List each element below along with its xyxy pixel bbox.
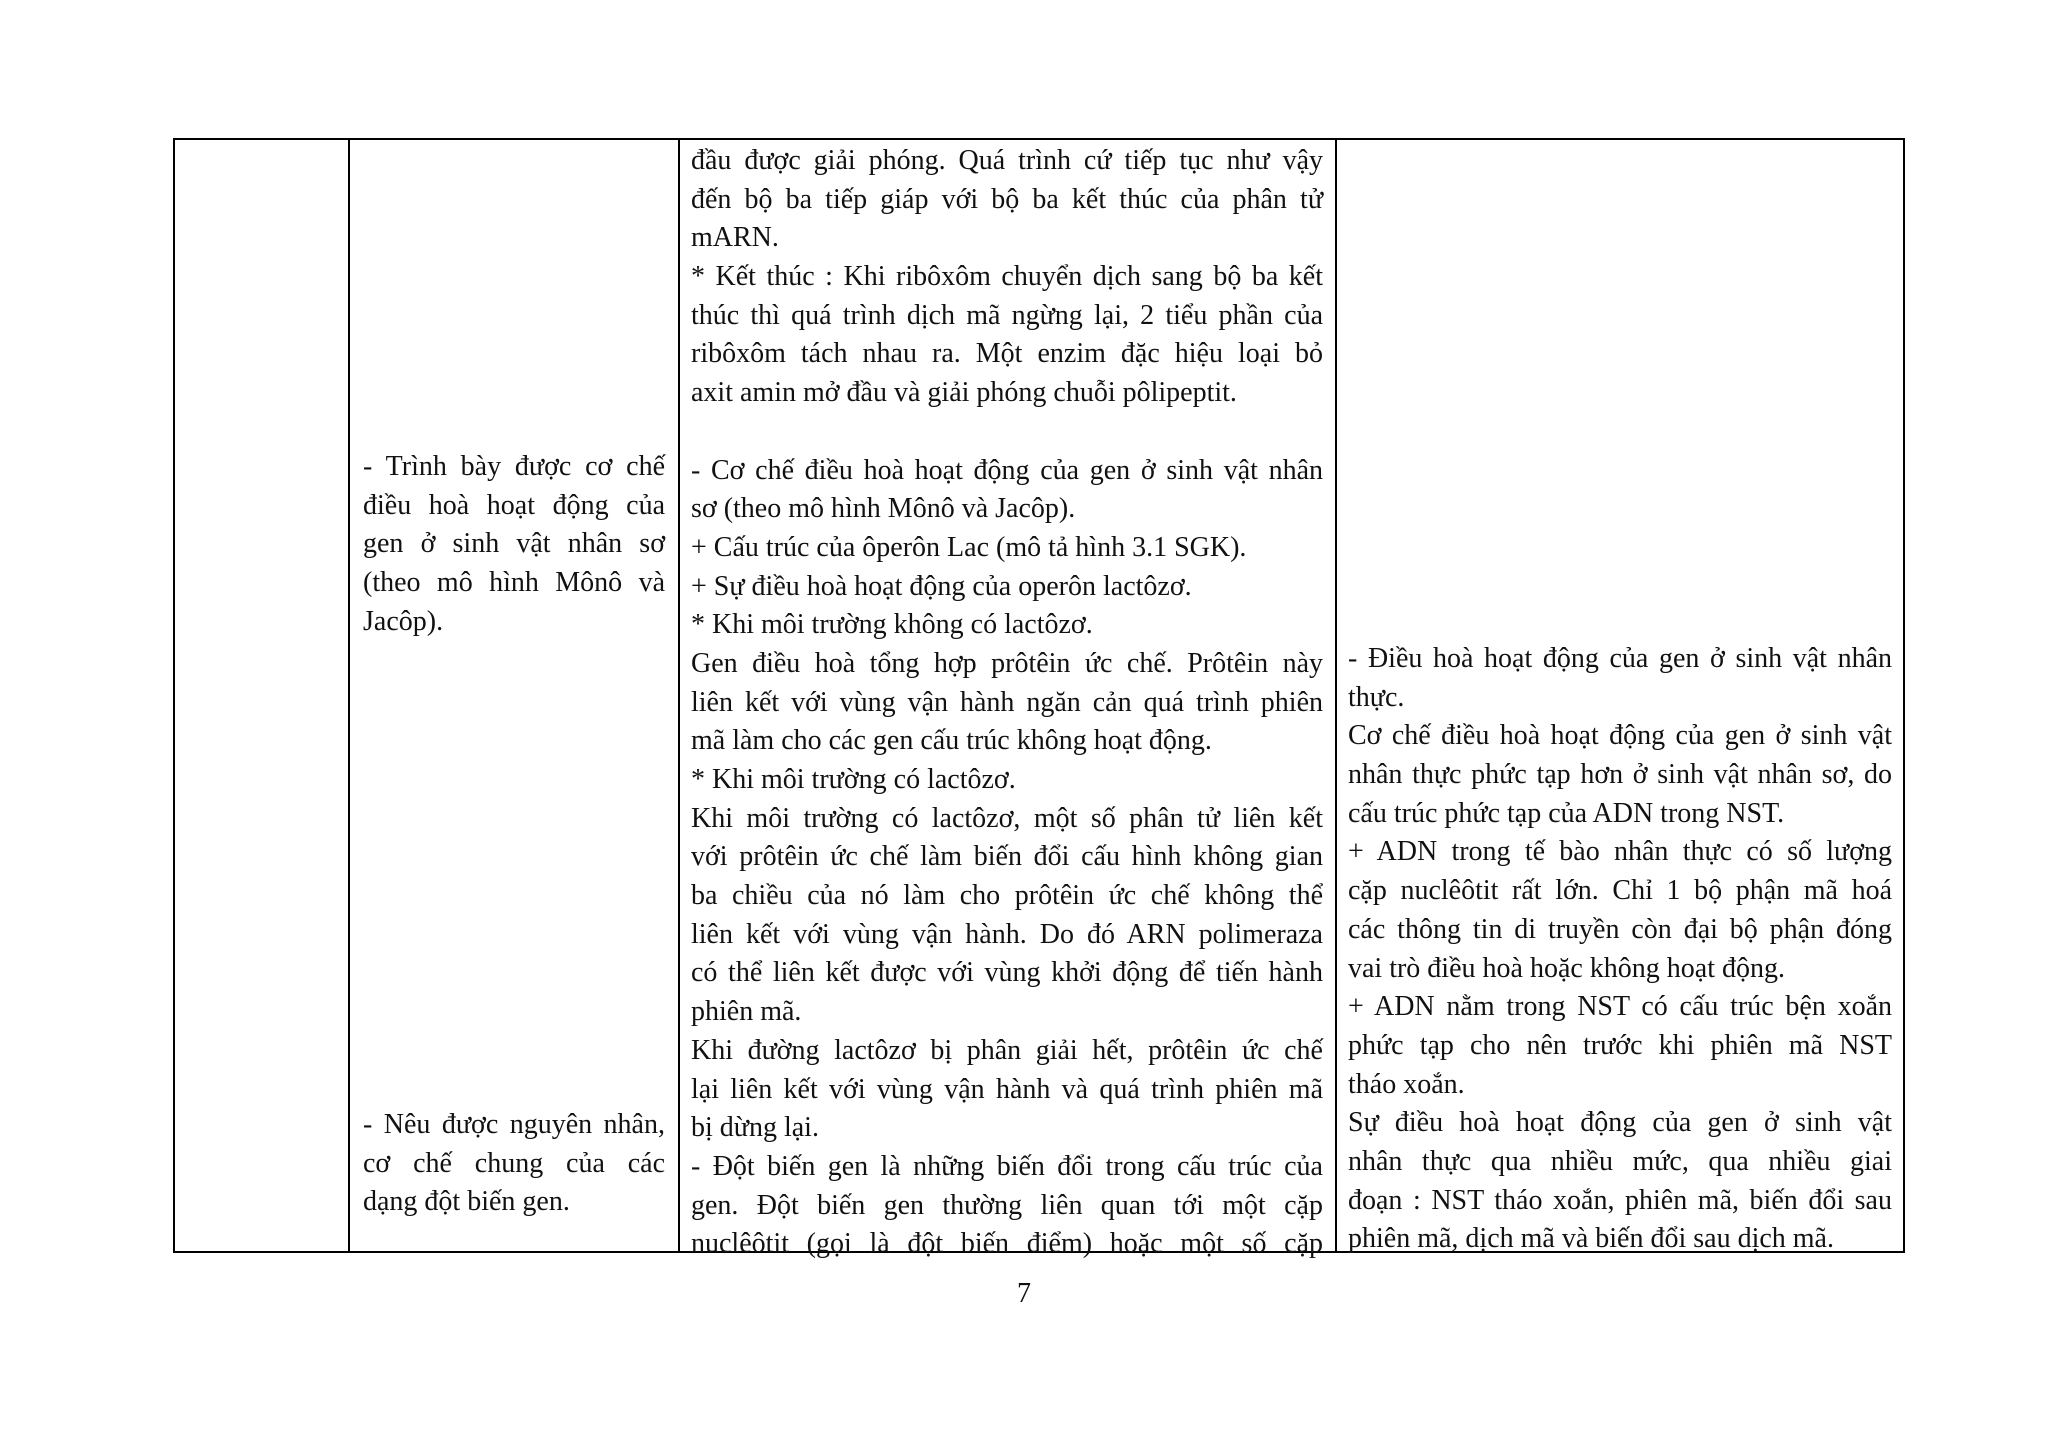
text-line: đoạn : NST tháo xoắn, phiên mã, biến đổi sau	[1348, 1184, 1892, 1216]
text-line: ba chiều của nó làm cho prôtêin ức chế không thể	[691, 880, 1323, 912]
text-line: cơ chế chung của các	[363, 1147, 665, 1179]
column-divider	[1335, 140, 1337, 1251]
content-column	[691, 142, 1323, 1264]
text-line: với prôtêin ức chế làm biến đổi cấu hình không gian	[691, 841, 1323, 873]
text-line: ribôxôm tách nhau ra. Một enzim đặc hiệu loại bỏ	[691, 338, 1323, 370]
objective-operon-regulation	[363, 448, 665, 641]
text-line: Jacôp).	[363, 605, 444, 637]
text-line: điều hoà hoạt động của	[363, 489, 665, 521]
text-line: dạng đột biến gen.	[363, 1186, 570, 1218]
text-line: nhân thực qua nhiều mức, qua nhiều giai	[1348, 1145, 1892, 1177]
text-line: thúc thì quá trình dịch mã ngừng lại, 2 tiểu phần của	[691, 299, 1323, 331]
text-line: - Cơ chế điều hoà hoạt động của gen ở sinh vật nhân	[691, 454, 1323, 486]
text-line: mã làm cho các gen cấu trúc không hoạt động.	[691, 725, 1212, 757]
text-line: cấu trúc phức tạp của ADN trong NST.	[1348, 797, 1785, 829]
text-line: bị dừng lại.	[691, 1112, 819, 1144]
text-line: + ADN trong tế bào nhân thực có số lượng	[1348, 836, 1892, 868]
text-line: Gen điều hoà tổng hợp prôtêin ức chế. Prôtêin này	[691, 647, 1323, 679]
text-line: + Cấu trúc của ôperôn Lac (mô tả hình 3.1 SGK).	[691, 531, 1247, 563]
text-line: tháo xoắn.	[1348, 1068, 1465, 1100]
text-line: sơ (theo mô hình Mônô và Jacôp).	[691, 493, 1076, 525]
text-line: cặp nuclêôtit rất lớn. Chỉ 1 bộ phận mã hoá	[1348, 875, 1892, 907]
text-line: nhân thực phức tạp hơn ở sinh vật nhân sơ, do	[1348, 759, 1892, 791]
text-line: Sự điều hoà hoạt động của gen ở sinh vật	[1348, 1107, 1892, 1139]
text-line: phiên mã.	[691, 996, 802, 1028]
note-eukaryote-regulation	[1348, 640, 1892, 1259]
text-line: vai trò điều hoà hoặc không hoạt động.	[1348, 952, 1786, 984]
text-line: Khi môi trường có lactôzơ, một số phân tử liên kết	[691, 802, 1323, 834]
text-line: gen ở sinh vật nhân sơ	[363, 528, 665, 560]
text-line: * Khi môi trường không có lactôzơ.	[691, 609, 1093, 641]
text-line: (theo mô hình Mônô và	[363, 567, 665, 599]
text-line: + ADN nằm trong NST có cấu trúc bện xoắn	[1348, 991, 1892, 1023]
text-line: phức tạp cho nên trước khi phiên mã NST	[1348, 1029, 1892, 1061]
text-line: - Trình bày được cơ chế	[363, 451, 665, 482]
column-divider	[348, 140, 350, 1251]
text-line: axit amin mở đầu và giải phóng chuỗi pôlipeptit.	[691, 377, 1237, 409]
page-number: 7	[1017, 1278, 1031, 1309]
objective-gene-mutation	[363, 1106, 665, 1222]
text-line: - Điều hoà hoạt động của gen ở sinh vật nhân	[1348, 643, 1892, 674]
text-line: có thể liên kết được với vùng khởi động để tiến hành	[691, 957, 1323, 989]
text-line: nuclêôtit (gọi là đột biến điểm) hoặc một số cặp	[691, 1228, 1323, 1260]
text-line: * Kết thúc : Khi ribôxôm chuyển dịch sang bộ ba kết	[691, 261, 1323, 293]
text-line: gen. Đột biến gen thường liên quan tới một cặp	[691, 1189, 1323, 1221]
text-line: - Đột biến gen là những biến đổi trong cấu trúc của	[691, 1150, 1323, 1182]
text-line: Cơ chế điều hoà hoạt động của gen ở sinh vật	[1348, 720, 1892, 752]
text-line: các thông tin di truyền còn đại bộ phận đóng	[1348, 913, 1892, 945]
content-table	[173, 138, 1905, 1260]
text-line: thực.	[1348, 681, 1405, 713]
text-line: mARN.	[691, 222, 779, 254]
text-line: + Sự điều hoà hoạt động của operôn lactôzơ.	[691, 570, 1192, 602]
text-line: liên kết với vùng vận hành ngăn cản quá trình phiên	[691, 686, 1323, 718]
text-line: * Khi môi trường có lactôzơ.	[691, 764, 1016, 795]
text-line: phiên mã, dịch mã và biến đổi sau dịch mã.	[1348, 1223, 1834, 1255]
column-divider	[678, 140, 680, 1251]
text-line: đầu được giải phóng. Quá trình cứ tiếp tục như vậy	[691, 145, 1323, 176]
text-line: đến bộ ba tiếp giáp với bộ ba kết thúc của phân tử	[691, 183, 1323, 215]
text-line: Khi đường lactôzơ bị phân giải hết, prôtêin ức chế	[691, 1034, 1323, 1066]
text-line: lại liên kết với vùng vận hành và quá trình phiên mã	[691, 1073, 1323, 1105]
text-line: liên kết với vùng vận hành. Do đó ARN polimeraza	[691, 918, 1323, 950]
text-line: - Nêu được nguyên nhân,	[363, 1109, 665, 1140]
